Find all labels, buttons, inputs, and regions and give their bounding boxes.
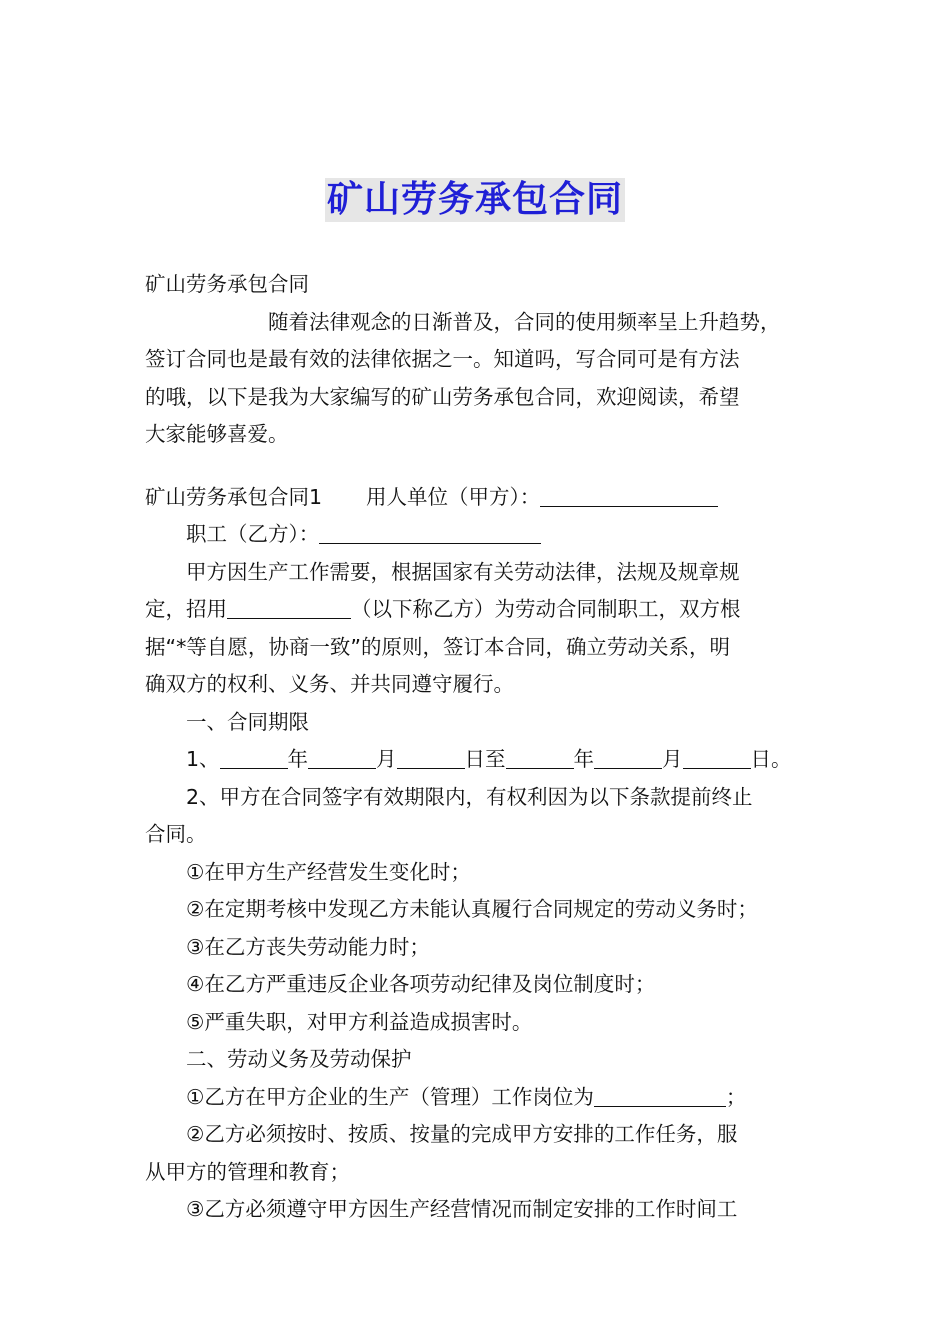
section-2-heading: 二、劳动义务及劳动保护 bbox=[186, 1047, 412, 1071]
duty-2-line-1: ②乙方必须按时、按质、按量的完成甲方安排的工作任务，服 bbox=[186, 1122, 738, 1146]
end-month-blank[interactable] bbox=[594, 744, 662, 769]
para1-text-a: 定，招用 bbox=[145, 597, 227, 621]
term-number: 1、 bbox=[186, 747, 220, 771]
party-b-blank[interactable] bbox=[319, 519, 541, 544]
duty-3-line-1: ③乙方必须遵守甲方因生产经营情况而制定安排的工作时间工 bbox=[186, 1197, 738, 1221]
intro-line-2: 签订合同也是最有效的法律依据之一。知道吗，写合同可是有方法 bbox=[145, 347, 740, 371]
duty-1-end: ； bbox=[725, 1084, 747, 1109]
condition-4: ④在乙方严重违反企业各项劳动纪律及岗位制度时； bbox=[186, 972, 656, 996]
start-year-blank[interactable] bbox=[220, 744, 288, 769]
item-2-line-2: 合同。 bbox=[145, 822, 207, 846]
label-year-2: 年 bbox=[573, 747, 595, 771]
job-position-blank[interactable] bbox=[594, 1082, 726, 1107]
party-b-line bbox=[145, 516, 810, 554]
duty-1-text: ①乙方在甲方企业的生产（管理）工作岗位为 bbox=[186, 1084, 594, 1109]
para1-text-b: （以下称乙方）为劳动合同制职工，双方根 bbox=[351, 597, 741, 621]
subtitle: 矿山劳务承包合同 bbox=[145, 272, 309, 296]
start-day-blank[interactable] bbox=[397, 744, 465, 769]
end-year-blank[interactable] bbox=[506, 744, 574, 769]
contract-heading: 矿山劳务承包合同1 bbox=[145, 484, 323, 509]
document-title-wrap bbox=[0, 178, 950, 222]
label-day-1: 日至 bbox=[464, 747, 506, 771]
item-2-line-1: 2、甲方在合同签字有效期限内，有权利因为以下条款提前终止 bbox=[186, 784, 753, 809]
section-1-heading: 一、合同期限 bbox=[186, 709, 309, 734]
intro-line-1: 随着法律观念的日渐普及，合同的使用频率呈上升趋势， bbox=[268, 309, 781, 334]
party-a-label: 用人单位（甲方）： bbox=[366, 484, 541, 509]
label-day-2: 日。 bbox=[750, 747, 792, 771]
document-body bbox=[145, 266, 810, 1229]
label-month-1: 月 bbox=[376, 747, 397, 771]
condition-5: ⑤严重失职，对甲方利益造成损害时。 bbox=[186, 1009, 533, 1034]
condition-3: ③在乙方丧失劳动能力时； bbox=[186, 934, 430, 959]
para1-line-4: 确双方的权利、义务、并共同遵守履行。 bbox=[145, 672, 514, 696]
intro-line-3: 的哦，以下是我为大家编写的矿山劳务承包合同，欢迎阅读，希望 bbox=[145, 384, 740, 409]
label-month-2: 月 bbox=[662, 747, 683, 771]
condition-1: ①在甲方生产经营发生变化时； bbox=[186, 859, 471, 884]
term-line bbox=[145, 741, 810, 779]
document-title: 矿山劳务承包合同 bbox=[326, 179, 623, 220]
contract-heading-line bbox=[145, 479, 810, 517]
intro-line-4: 大家能够喜爱。 bbox=[145, 422, 289, 446]
para1-line-1: 甲方因生产工作需要，根据国家有关劳动法律，法规及规章规 bbox=[186, 559, 740, 584]
duty-2-line-2: 从甲方的管理和教育； bbox=[145, 1159, 350, 1184]
para1-line-3: 据“*等自愿，协商一致”的原则，签订本合同，确立劳动关系，明 bbox=[145, 634, 730, 659]
employee-name-blank[interactable] bbox=[227, 594, 351, 619]
para1-line-2 bbox=[145, 591, 810, 629]
start-month-blank[interactable] bbox=[308, 744, 376, 769]
end-day-blank[interactable] bbox=[683, 744, 751, 769]
party-a-blank[interactable] bbox=[540, 482, 718, 507]
paragraph-gap bbox=[145, 454, 810, 479]
label-year-1: 年 bbox=[287, 747, 309, 771]
condition-2: ②在定期考核中发现乙方未能认真履行合同规定的劳动义务时； bbox=[186, 897, 758, 921]
party-b-label: 职工（乙方）： bbox=[186, 522, 320, 546]
duty-1-line bbox=[145, 1079, 810, 1117]
